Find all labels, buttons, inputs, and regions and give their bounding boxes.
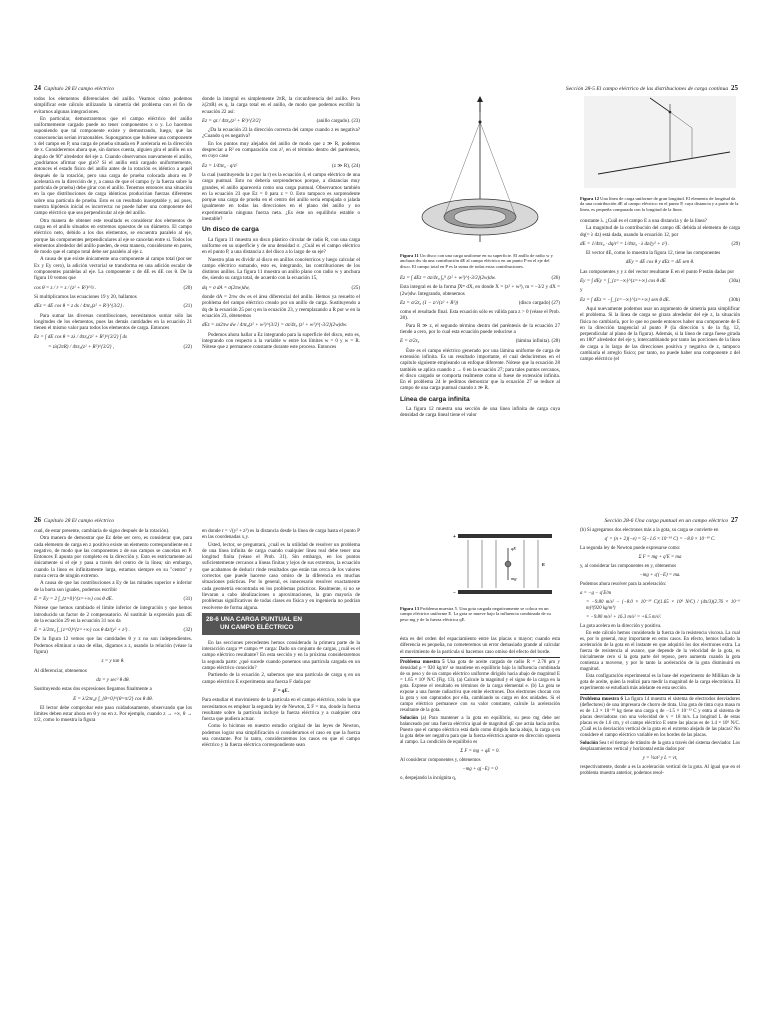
paragraph: La gota acelera en la dirección y positiva.: [580, 624, 662, 629]
equation-30b: [580, 297, 740, 303]
paragraph: El lector debe comprobar este paso cuidadosamente, observando que los límites deben estar ahora en θ y no en z. Por ejemplo, cuando z → +∞, θ → π/2, como lo muestra la figura: [34, 704, 192, 724]
caption-text: Problema muestra 5. Una gota cargada negativamente se coloca en un campo eléctrico uniforme E. La gota se mueve bajo la influencia combinada de su peso mg y de la fuerza eléctrica qE.: [400, 606, 551, 622]
mg-label: mg: [511, 576, 517, 581]
paragraph: Esta configuración experimental es la base del experimento de Millikan de la gota de aceite, quien la realizó para medir la magnitud de la carga electrónica. El experimento se estudiará más adelante en esta sección.: [580, 674, 740, 691]
equation-z: [34, 658, 192, 664]
caption-text: Una línea de carga uniforme de gran longitud. El elemento de longitud dz da una contribución dE al campo eléctrico en el punto P, cuya distancia y a partir de la línea, es pequeña comparada con la longitud de la línea.: [580, 196, 739, 212]
column-2: [202, 528, 360, 750]
figure-11-caption: [400, 253, 560, 269]
paragraph: Para estudiar el movimiento de la partícula en el campo eléctrico, todo lo que necesitamos es emplear la segunda ley de Newton, Σ F = ma, donde la fuerza resultante sobre la partícula incluye la fuerza eléctrica y a cualquier otra fuerza que pudiera actuar.: [202, 697, 360, 723]
caption-label: Figura 11: [400, 253, 419, 258]
page-25: [384, 0, 768, 512]
equation-30a: [580, 278, 740, 284]
figure-13-caption: [400, 606, 560, 622]
ring-inner: [454, 209, 506, 225]
paragraph: El vector dE, como lo muestra la figura 12, tiene las componentes: [586, 250, 721, 257]
equation-text: = −9.80 m/s² + 16.3 m/s² = +6.5 m/s².: [586, 615, 662, 620]
paragraph: Usted, lector, se preguntará, ¿cuál es la utilidad de resolver un problema de una línea infinita de carga cuando cualquier línea real debe tener una longitud finita (véase el Prob. 31). Sin embargo, en los puntos suficientemente cercanos a líneas finitas y lejos de sus extremos, la ecuación que acabamos de deducir rinde resultados que están tan cerca de los valores correctos que puede hacerse caso omiso de la diferencia en muchas situaciones prácticas. Por lo general, es innecesario resolver exactamente cada geometría encontrada en los problemas prácticos. Realmente, si no se llevaran a cabo idealizaciones o aproximaciones, la gran mayoría de problemas significativos de todas clases en física y en ingeniería no podrían resolverse de forma alguna.: [202, 541, 360, 611]
equation-E: [34, 696, 192, 702]
column-1: [34, 96, 192, 353]
equation-dz: [34, 677, 192, 683]
running-head: [566, 84, 738, 92]
section-title-line: 28-6 UNA CARGA PUNTUAL EN: [206, 615, 302, 623]
equation-number: (21): [183, 303, 192, 310]
equation-number: (22): [183, 343, 192, 350]
solution-title: Solución: [580, 741, 598, 746]
equation-text: E = λ/2πε₀y ∫_{θ=0}^{θ=π/2} cos θ dθ.: [73, 695, 153, 702]
paragraph: Para R ≫ z, el segundo término dentro del paréntesis de la ecuación 27 tiende a cero, por lo cual esta ecuación puede reducirse a: [400, 322, 560, 336]
page-number: 24: [34, 84, 41, 92]
paragraph: Nótese que hemos cambiado el límite inferior de integración y que hemos introducido un factor de 2 compensatorio. Al sustituir la expresión para dE de la ecuación 29 en la ecuación 31 nos da: [34, 605, 192, 624]
divider: [580, 694, 740, 695]
equation-a3: [580, 615, 740, 621]
equation-32: [34, 627, 192, 633]
running-head-text: Sección 28-5 El campo eléctrico de las distribuciones de carga continua: [565, 86, 729, 92]
equation-text: dEz = dE cos θ = z ds / 4πε₀(z² + R²)^{3/2} .: [34, 303, 125, 310]
column-1: [400, 636, 560, 782]
paragraph: donde la integral es simplemente 2πR, la circunferencia del anillo. Pero λ(2πR) es q, la carga total en el anillo, de modo que podemos escribir la ecuación 22 así:: [202, 96, 360, 115]
equation-a1: [580, 591, 740, 597]
solution-text: (a) Para mantener a la gota en equilibrio, su peso mg debe ser balanceado por una fuerza eléctrica igual de magnitud qE que actúa hacia arriba. Puesto que el campo eléctrico está dado como dirigido hacia abajo, la carga q en la gota debe ser negativa para que la fuerza eléctrica apunte en dirección opuesta al campo. La condición de equilibrio es: [400, 715, 560, 745]
minus-label: −: [453, 590, 456, 596]
page-number: 25: [731, 84, 738, 92]
equation-y: [400, 767, 560, 773]
field-lines: [468, 540, 538, 588]
equation-number: (31): [183, 595, 192, 602]
equation-27: [400, 300, 560, 306]
paragraph: A causa de que existe únicamente una componente al campo total (por ser Ex y Ey cero), la adición vectorial se transforma en una adición escalar de componentes paralelas al eje. La componente z de dE es dE cos θ. De la figura 10 vemos que: [34, 256, 192, 282]
equation-note: (z ≫ R),: [332, 162, 351, 169]
paragraph: Podemos ahora resolver para la aceleración:: [580, 582, 667, 587]
equation-text: −mg + q′(−E) = ma.: [639, 573, 681, 578]
paragraph: De la figura 12 vemos que las cantidades θ y z no son independientes. Podemos eliminar a una de ellas, digamos a z, usando la relación (véase la figura): [34, 636, 192, 656]
section-title: [202, 613, 360, 635]
equation-text: Ez = ∫ dE cos θ = zλ / 4πε₀(z² + R²)^{3/2} ∫ ds: [34, 334, 127, 341]
paragraph: Partiendo de la ecuación 2, sabemos que una partícula de carga q en un campo eléctrico E experimenta una fuerza F dada por: [202, 672, 360, 685]
equation-number: (24): [351, 162, 360, 169]
paragraph: Aquí nuevamente podemos usar un argumento de simetría para simplificar el problema. Si la línea de carga se girara alrededor del eje z, la situación física no cambiaría, por lo que no puede entonces haber una componente de E en la dirección tangencial al punto P (la dirección x de la fig. 12, perpendicular al plano de la figura). Además, si la línea de carga fuese girada en 180° alrededor del eje y, intercambiando por tanto las porciones de la línea de carga a lo largo de las direcciones positiva y negativa de z, tampoco cambiaría el arreglo físico; por tanto, no puede haber una componente z del campo eléctrico (el: [580, 305, 740, 363]
running-head: [34, 84, 114, 92]
equation-text: cos θ = z / r = z / (z² + R²)^½ .: [34, 284, 97, 291]
paragraph: la cual (sustituyendo la z por la r) es la ecuación 4, el campo eléctrico de una carga puntual. Esto no debería sorprendernos porque, a distancias muy grandes, el anillo aparecería como una carga puntual. Observamos también en la ecuación 23 que Ez = 0 para z = 0. Esto tampoco es sorprendente porque una carga de prueba en el centro del anillo sería empujada o jalada igualmente en todas las direcciones en el plano del anillo y no experimentaría ninguna fuerza neta. ¿Es éste un equilibrio estable o inestable?: [202, 171, 360, 223]
paragraph: Nuestro plan es dividir al disco en anillos concéntricos y luego calcular el campo eléctrico sumando, esto es, integrando, las contribuciones de los distintos anillos. La figura 11 muestra un anillo plano con radio w y anchura dw, siendo su carga total, de acuerdo con la ecuación 15,: [202, 256, 360, 282]
equation-28: [400, 338, 560, 344]
paragraph: Sustituyendo estas dos expresiones llegamos finalmente a: [34, 686, 152, 693]
running-head: [604, 516, 738, 524]
running-head-text: Capítulo 28 El campo eléctrico: [43, 518, 115, 524]
equation-text: dE = 1/4πε₀ · dq/r² = 1/4πε₀ · λ dz/(y² + z²) .: [580, 240, 670, 247]
oil-drop: [505, 561, 511, 567]
equation-text: = −9.80 m/s² − (−8.0 × 10⁻¹⁹ C)(1.65 × 10⁶ N/C) / (4π/3)(2.76 × 10⁻⁶ m)³(920 kg/m³): [586, 600, 740, 611]
equation-q: [580, 537, 740, 543]
paragraph: Éste es el campo eléctrico generado por una lámina uniforme de carga de extensión infinita. Es un resultado importante, el cual deduciremos en el capítulo siguiente empleando un enfoque diferente. Nótese que la ecuación 28 también se aplica cuando z → 0 en la ecuación 27; para tales puntos cercanos, el disco cargado se comporta realmente como si fuese de extensión infinita. En el problema 24 le pedimos demostrar que la ecuación 27 se reduce al campo de una carga puntual cuando z ≫ R.: [400, 347, 560, 392]
plus-label: +: [453, 534, 456, 540]
equation-text: Ez = 1/4πε₀ · q/z²: [202, 162, 238, 169]
equation-number: (28): [551, 338, 560, 345]
paragraph: Las componentes y y z del vector resultante E en el punto P están dadas por: [580, 268, 735, 275]
paragraph: Al diferenciar, obtenemos: [34, 667, 87, 674]
equation-note: (lámina infinita).: [515, 338, 551, 345]
paragraph: La figura 12 muestra una sección de una línea infinita de carga cuya densidad de carga lineal tiene el valor: [400, 406, 560, 419]
equation-components: [580, 259, 740, 265]
equation-26: [400, 275, 560, 281]
paragraph: cual, de estar presente, cambiaría de signo después de la rotación).: [34, 528, 170, 534]
equation-equilibrium: [400, 749, 560, 755]
page-24: [0, 0, 384, 512]
equation-25: [202, 285, 360, 291]
column-2: [580, 528, 740, 778]
equation-number: (26): [551, 275, 560, 281]
equation-text: E = λ/2πε₀ ∫_{z=0}^{z=+∞} cos θ dz/(y² + z²) .: [34, 627, 130, 634]
figure-11-disk: [400, 92, 560, 252]
paragraph: y: [580, 287, 583, 294]
top-plate: [458, 534, 552, 538]
solution-6: [580, 741, 740, 753]
equation-number: (30a): [729, 278, 740, 285]
equation-newton: [580, 555, 740, 561]
equation-text: a = −g − q′E/m: [580, 591, 612, 596]
paragraph: Podemos ahora hallar a Ez integrando para la superficie del disco, esto es, integrando con respecto a la variable w entre los límites w = 0 y w = R. Nótese que z permanece constante durante este proceso. Entonces: [202, 331, 360, 351]
equation-22: [34, 334, 192, 340]
point-p: [669, 111, 672, 114]
page-number: 27: [731, 516, 738, 524]
paragraph: (b) Si agregamos dos electrones más a la gota, su carga se convierte en: [580, 528, 719, 533]
problem-text: La figura 14 muestra el sistema de electrodos desviadores (deflectores) de una impresora de chorro de tinta. Una gota de tinta cuya masa m es de 1.3 × 10⁻¹⁰ kg tiene una carga q de −1.5 × 10⁻¹³ C y entra al sistema de placas desviadoras con una velocidad de v = 18 m/s. La longitud L de estas placas es de 1.6 cm, y el campo eléctrico E entre las placas es de 1.4 × 10⁶ N/C. ¿Cuál es la desviación vertical de la gota en el extremo alejado de las placas? No considere el campo eléctrico variable en los bordes de las placas.: [580, 697, 740, 738]
equation-number: (25): [351, 284, 360, 291]
paragraph: Esta integral es de la forma ∫Xᵐ dX, en donde X = (z² + w²), m = −3/2 y dX = (2w)dw. Integrando, obtenemos: [400, 284, 560, 297]
paragraph: en donde r = √(y² + z²) es la distancia desde la línea de carga hasta el punto P en las coordenadas x,y.: [202, 528, 360, 541]
paragraph: donde dA = 2πw dw es el área diferencial del anillo. Hemos ya resuelto el problema del campo eléctrico creado por un anillo de carga. Sustituyendo a dq de la ecuación 25 por q en la ecuación 23, y reemplazando a R por w en la ecuación 23, obtenemos: [202, 294, 360, 319]
subsection-heading: Un disco de carga: [202, 226, 259, 234]
equation-text: dEy = dE cos θ y dEz = dE sen θ.: [625, 259, 695, 266]
equation-number: (23): [351, 117, 360, 124]
page-27: [384, 512, 768, 1024]
problem-text: Una gota de aceite cargada de radio R = 2.76 μm y densidad ρ = 920 kg/m³ se mantiene en equilibrio bajo la influencia combinada de su peso y de un campo eléctrico uniforme dirigido hacia abajo de magnitud E = 1.65 × 10⁶ N/C (Fig. 13). (a) Calcule la magnitud y el signo de la carga en la gota. Exprese el resultado en términos de la carga elemental e. (b) La gota se expone a una fuente radiactiva que emite electrones. Dos electrones chocan con la gota y son capturados por ella, cambiando su carga en dos unidades. Si el campo eléctrico permanece con su valor constante, calcule la aceleración resultante de la gota.: [400, 659, 560, 713]
caption-text: Un disco con una carga uniforme en su superficie. El anillo de radio w y anchura dw da una contribución dE al campo eléctrico en un punto P en el eje del disco. El campo total en P es la suma de todas estas contribuciones.: [400, 253, 553, 269]
sample-problem-6: [580, 697, 740, 739]
equation-text: Ez = ∫ dEz = −∫_{z=−∞}^{z=+∞} sen θ dE.: [580, 296, 671, 303]
equation-text: dq = σ dA = σ(2πw)dw,: [202, 284, 250, 291]
subsection-heading: Línea de carga infinita: [400, 395, 470, 403]
paragraph: La magnitud de la contribución del campo dE debida al elemento de carga dq(= λ dz) está dada, usando la ecuación 12, por: [580, 225, 740, 238]
equation-text: −mg + q(−E) = 0: [462, 766, 498, 772]
paragraph: ésta es del orden del espaciamiento entre las placas o mayor; cuando esta diferencia es pequeña, no cometeremos un error demasiado grande al calcular el movimiento de la partícula si hacemos caso omiso del efecto del borde.: [400, 636, 560, 655]
paragraph: ¿Da la ecuación 23 la dirección correcta del campo cuando z es negativa? ¿Cuando q es negativa?: [202, 127, 360, 140]
paragraph: constante λ. ¿Cuál es el campo E a una distancia y de la línea?: [580, 218, 707, 224]
equation-text: y = ½at² y L = vt,: [642, 756, 678, 761]
paragraph: En particular, demostraremos que el campo eléctrico del anillo uniformemente cargado puede no tener componentes x o y. Lo hacemos suponiendo que tal componente existe y demostrando, luego, que las consecuencias serían irrazonables. Supongamos que hubiese una componente x del campo en P, una carga de prueba situada en P aceleraría en la dirección de x. Consideremos ahora que, sin darnos cuenta, alguien gira el anillo en un ángulo de 90° alrededor del eje z. Cuando observamos nuevamente el anillo, ¿podríamos afirmar que giró? Si el anillo está cargado uniformemente, entonces el estado físico del anillo antes de la rotación es idéntico a aquél después de la rotación, pero una carga de prueba colocada ahora en P aceleraría en la dirección de y, a causa de que el campo (y la fuerza sobre la partícula de prueba) debe girar con el anillo. Tenemos entonces una situación en la que distribuciones de carga idénticas producirían fuerzas diferentes sobre una partícula de prueba. Esto es un resultado inaceptable y, así pues, nuestra hipótesis inicial es incorrecta: no puede haber una componente del campo eléctrico que sea perpendicular al eje del anillo.: [34, 115, 192, 217]
figure-13-plates: [450, 528, 560, 602]
page-number: 26: [34, 516, 41, 524]
equation-text: dz = y sec² θ dθ.: [96, 676, 130, 683]
equation-a2: [580, 600, 740, 612]
page-26: [0, 512, 384, 1024]
E-label: E: [542, 562, 546, 567]
equation-note: (anillo cargado).: [316, 117, 351, 124]
arrowhead: [477, 96, 483, 102]
equation-number: (32): [183, 627, 192, 634]
column-2: [580, 218, 740, 364]
paragraph: todos los elementos diferenciales del anillo. Veamos cómo podemos simplificar este cálculo utilizando la simetría del problema con el fin de evitarnos algunas integraciones.: [34, 96, 192, 115]
equation-note: (disco cargado): [518, 299, 551, 306]
equation-F: [202, 688, 360, 694]
equation-text: z = y tan θ.: [101, 658, 125, 665]
equation-text: Σ F = mg + q′E = ma: [638, 555, 682, 560]
caption-label: Figura 13: [400, 606, 420, 611]
equation-number: (20): [183, 284, 192, 291]
paragraph: En los puntos muy alejados del anillo de modo que z ≫ R, podemos despreciar a R² en comparación con z², en el término dentro del paréntesis, en cuyo caso: [202, 140, 360, 160]
problem-title: Problema muestra 6: [580, 697, 623, 702]
equation-23: [202, 118, 360, 124]
solution-title: Solución: [400, 715, 418, 721]
figure-background: [584, 96, 736, 188]
equation-21: [34, 303, 192, 309]
paragraph: Otra manera de obtener este resultado es considerar dos elementos de carga en el anillo situados en extremos opuestos de un diámetro. El campo eléctrico neto, debido a los dos elementos, se encuentra paralelo al eje, porque las componentes perpendiculares al eje se cancelan entre sí. Todos los elementos alrededor del anillo pueden, de esta manera, considerarse en pares, de modo que el campo total debe ser paralelo al eje z.: [34, 217, 192, 256]
paragraph: En las secciones precedentes hemos considerado la primera parte de la interacción carga ⇌ campo ⇌ carga: Dado un conjunto de cargas, ¿cuál es el campo eléctrico resultante? En esta sección y en la próxima consideraremos la segunda parte: ¿qué sucede cuando ponemos una partícula cargada en un campo eléctrico conocido?: [202, 639, 360, 672]
equation-text: q′ = (n + 2)(−e) = 5(−1.6 × 10⁻¹⁹ C) = −8.0 × 10⁻¹⁹ C.: [604, 537, 716, 542]
column-1: [400, 272, 560, 420]
equation-24: [202, 163, 360, 169]
equation-text: Ez = ∫ dEz = σz/4ε₀ ∫₀ᴿ (z² + w²)^{-3/2}(2w)dw.: [400, 275, 496, 281]
equation-text: E = Ey = 2 ∫_{z=0}^{z=+∞} cos θ dE.: [34, 595, 114, 602]
paragraph: Otra manera de demostrar que Ez debe ser cero, es considerar que, para cada elemento de carga en z positivo existe un elemento correspondiente en z negativo, de modo que las componentes z de sus campos se cancelan en P. Entonces E apunta por completo en la dirección y. Esto es estrictamente así únicamente si el eje y pasa a través del centro de la línea; sin embargo, cuando la línea es infinitamente larga, estamos siempre en su "centro" y nunca cerca de ningún extremo.: [34, 535, 192, 580]
column-2: [202, 96, 360, 351]
equation-newton-y: [580, 573, 740, 579]
equation-number: (29): [731, 240, 740, 247]
paragraph: La segunda ley de Newton puede expresarse como:: [580, 546, 681, 551]
paragraph: y, al considerar las componentes en y, obtenemos: [580, 564, 677, 569]
figure-12-caption: [580, 196, 740, 212]
equation-31: [34, 596, 192, 602]
column-1: [34, 528, 192, 725]
equation-number: (27): [551, 299, 560, 306]
qE-label: qE: [511, 546, 516, 551]
equation-text: Ey = ∫ dEy = ∫_{z=−∞}^{z=+∞} cos θ dE: [580, 278, 666, 285]
equation-22b: [34, 344, 192, 350]
equation-number: (30b): [728, 296, 740, 303]
paragraph: La figura 11 muestra un disco plástico circular de radio R, con una carga uniforme en su superficie y de una densidad σ. ¿Cuál es el campo eléctrico en el punto P, a una distancia z del disco a lo largo de su eje?: [202, 236, 360, 256]
equation-yt: [580, 756, 740, 762]
equation-text: F = qE.: [273, 687, 289, 694]
problem-title: Problema muestra 5: [400, 659, 445, 665]
paragraph: Como lo hicimos en nuestro estudio original de las leyes de Newton, podemos lograr una simplificación si consideramos el caso en que la fuerza sea constante. Por lo tanto, consideraremos los casos en que el campo eléctrico y la fuerza eléctrica correspondiente sean: [202, 723, 360, 749]
sample-problem-5: [400, 660, 560, 782]
paragraph: respectivamente, donde a es la aceleración vertical de la gota. Al igual que en el problema muestra anterior, podemos resol-: [580, 765, 740, 776]
paragraph: como el resultado final. Esta ecuación sólo es válida para z > 0 (véase el Prob. 28).: [400, 309, 560, 322]
bottom-plate: [458, 590, 552, 594]
equation-dEz: [202, 322, 360, 328]
solution-text: Sea t el tiempo de tránsito de la gota a través del sistema desviador. Los desplazamientos vertical y horizontal están dados por: [580, 741, 740, 752]
running-head-text: Sección 28-6 Una carga puntual en un campo eléctrico: [604, 518, 729, 524]
equation-text: E = σ/2ε₀: [400, 338, 420, 345]
paragraph: En este cálculo hemos considerado la fuerza de la resistencia viscosa. La cual es, por lo general, muy importante en estos casos. En efecto, hemos hallado la aceleración de la gota en el instante en que adquirió los dos electrones extra. La fuerza de resistencia al avance, que depende de la velocidad de la gota, es inicialmente cero si la gota parte del reposo, pero aumenta cuando la gota comienza a moverse, y por lo tanto la aceleración de la gota disminuirá en magnitud.: [580, 631, 740, 672]
section-title-line: UN CAMPO ELÉCTRICO: [220, 623, 294, 631]
paragraph: Si multiplicamos las ecuaciones 19 y 20, hallamos: [34, 293, 137, 300]
paragraph: Para sumar las diversas contribuciones, necesitamos sumar sólo las longitudes de los elementos, pues las demás cantidades en la ecuación 21 tienen el mismo valor para todos los elementos de carga. Entonces: [34, 312, 192, 332]
running-head: [34, 516, 114, 524]
equation-text: Ez = qz / 4πε₀(z² + R²)^{3/2}: [202, 117, 261, 124]
running-head-text: Capítulo 28 El campo eléctrico: [43, 86, 115, 92]
solution-text: o, despejando la incógnita q,: [400, 775, 456, 781]
equation-20: [34, 285, 192, 291]
paragraph: A causa de que las contribuciones a Ey de las mitades superior e inferior de la barra son iguales, podemos escribir: [34, 580, 192, 593]
solution-text: Al considerar componentes y, obtenemos: [400, 757, 481, 763]
divider: [400, 657, 560, 658]
equation-text: Ez = σ/2ε₀ (1 − z/√(z² + R²)): [400, 299, 459, 306]
equation-text: Σ F = mg + qE = 0.: [460, 748, 500, 754]
equation-29: [580, 241, 740, 247]
equation-text: = zλ(2πR) / 4πε₀(z² + R²)^{3/2} ,: [48, 343, 115, 350]
equation-text: dEz = zσ2πw dw / 4πε₀(z² + w²)^{3/2} = σz/4ε₀ (z² + w²)^{-3/2}(2w)dw.: [202, 322, 348, 329]
figure-12-line-charge: [580, 92, 740, 192]
caption-label: Figura 12: [580, 196, 600, 201]
